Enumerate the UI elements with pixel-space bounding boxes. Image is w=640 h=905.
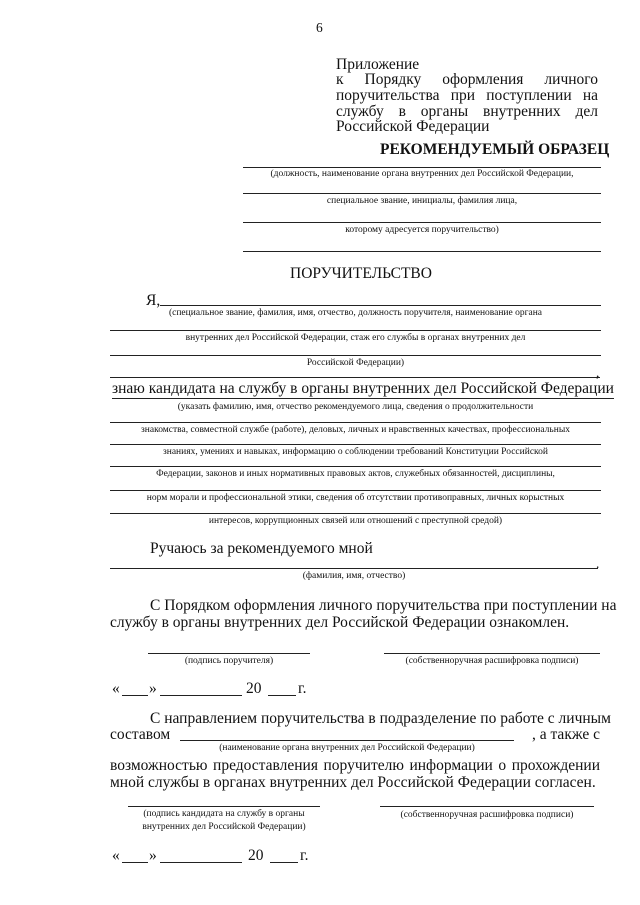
date1-year-prefix: 20 [246,680,262,697]
page-number: 6 [316,20,323,35]
guarantor-caption-1: (специальное звание, фамилия, имя, отчество, должность поручителя, наименование органа [168,308,543,318]
date2-year-blank[interactable] [270,862,298,863]
addressee-line-1 [243,167,601,168]
candidate-caption-1: (указать фамилию, имя, отчество рекомендуемого лица, сведения о продолжительности [177,402,534,412]
guarantor-ya: Я, [146,292,161,309]
addressee-caption-1: (должность, наименование органа внутренних дел Российской Федерации, [270,169,574,179]
consent-line-4: мной службы в органах внутренних дел Российской Федерации согласен. [110,774,596,791]
addressee-line-4 [243,251,601,252]
vouch-period: . [596,556,600,571]
candidate-signature-caption-2: внутренних дел Российской Федерации) [142,822,306,832]
consent-line-3: возможностью предоставления поручителю информации о прохождении [110,757,600,774]
date1-year-suffix: г. [298,680,307,697]
candidate-caption-2: знакомства, совместной службе (работе), деловых, личных и нравственных качествах, профессиональных [141,425,570,435]
guarantor-line-2 [110,330,601,331]
date2-year-prefix: 20 [248,847,264,864]
candidate-line-3 [110,466,601,467]
guarantor-signature-caption: (подпись поручителя) [184,656,274,666]
consent-line-1: С направлением поручительства в подразделение по работе с личным [150,710,611,727]
candidate-statement [112,380,614,399]
addressee-line-2 [243,193,601,194]
appendix-line-3: поручительства при поступлении на [336,87,598,104]
date1-open-quote: « [112,680,120,697]
date2-open-quote: « [112,847,120,864]
candidate-signature-line[interactable] [128,806,320,807]
guarantor-line-3 [110,355,601,356]
candidate-transcript-caption: (собственноручная расшифровка подписи) [400,810,574,820]
appendix-line-2: к Порядку оформления личного [336,71,598,88]
consent-line-2b: , а также с [531,726,600,743]
acquainted-line-1: С Порядком оформления личного поручительства при поступлении на [150,597,617,614]
sample-title: РЕКОМЕНДУЕМЫЙ ОБРАЗЕЦ [380,141,610,158]
document-title: ПОРУЧИТЕЛЬСТВО [290,265,432,282]
candidate-transcript-line[interactable] [380,806,594,807]
candidate-signature-caption-1: (подпись кандидата на службу в органы [143,809,305,819]
guarantor-line-4 [110,377,600,378]
date1-year-blank[interactable] [268,695,296,696]
date2-month-blank[interactable] [160,862,242,863]
candidate-line-2 [110,444,601,445]
vouch-line [110,568,598,569]
guarantor-line-1 [160,305,601,306]
guarantor-caption-3: Российской Федерации) [306,358,405,368]
acquainted-line-2: службу в органы внутренних дел Российской Федерации ознакомлен. [110,614,570,631]
addressee-line-3 [243,222,601,223]
candidate-line-4 [110,490,601,491]
vouch-caption: (фамилия, имя, отчество) [302,571,406,581]
date2-year-suffix: г. [300,847,309,864]
candidate-line-1 [110,422,601,423]
date2-close-quote: » [149,847,157,864]
appendix-line-5: Российской Федерации [336,118,490,135]
date1-month-blank[interactable] [160,695,242,696]
guarantor-transcript-caption: (собственноручная расшифровка подписи) [405,656,579,666]
candidate-caption-5: норм морали и профессиональной этики, сведения об отсутствии противоправных, личных корыстных [146,493,565,503]
addressee-caption-2: специальное звание, инициалы, фамилия лица, [326,196,518,206]
consent-line-2a: составом [110,726,171,743]
guarantor-transcript-line[interactable] [384,653,600,654]
candidate-caption-4: Федерации, законов и иных нормативных правовых актов, служебных обязанностей, дисциплины, [156,469,555,479]
vouch-text: Ручаюсь за рекомендуемого мной [150,540,373,557]
consent-organ-line[interactable] [180,740,514,741]
guarantor-caption-2: внутренних дел Российской Федерации, стаж его службы в органах внутренних дел [185,333,526,343]
appendix-line-4: службу в органы внутренних дел [336,103,598,120]
appendix-label: Приложение [336,56,420,73]
date1-close-quote: » [149,680,157,697]
date1-day-blank[interactable] [122,695,148,696]
candidate-caption-6: интересов, коррупционных связей или отношений с преступной средой) [208,516,503,526]
candidate-caption-3: знаниях, умениях и навыках, информацию о соблюдении требований Конституции Российской [162,447,549,457]
candidate-line-5 [110,513,601,514]
date2-day-blank[interactable] [122,862,148,863]
consent-organ-caption: (наименование органа внутренних дел Российской Федерации) [219,743,475,753]
addressee-caption-3: которому адресуется поручительство) [345,225,499,235]
guarantor-signature-line[interactable] [148,653,310,654]
guarantor-comma: , [596,365,600,380]
candidate-statement-text: знаю кандидата на службу в органы внутренних дел Российской Федерации [112,380,614,397]
